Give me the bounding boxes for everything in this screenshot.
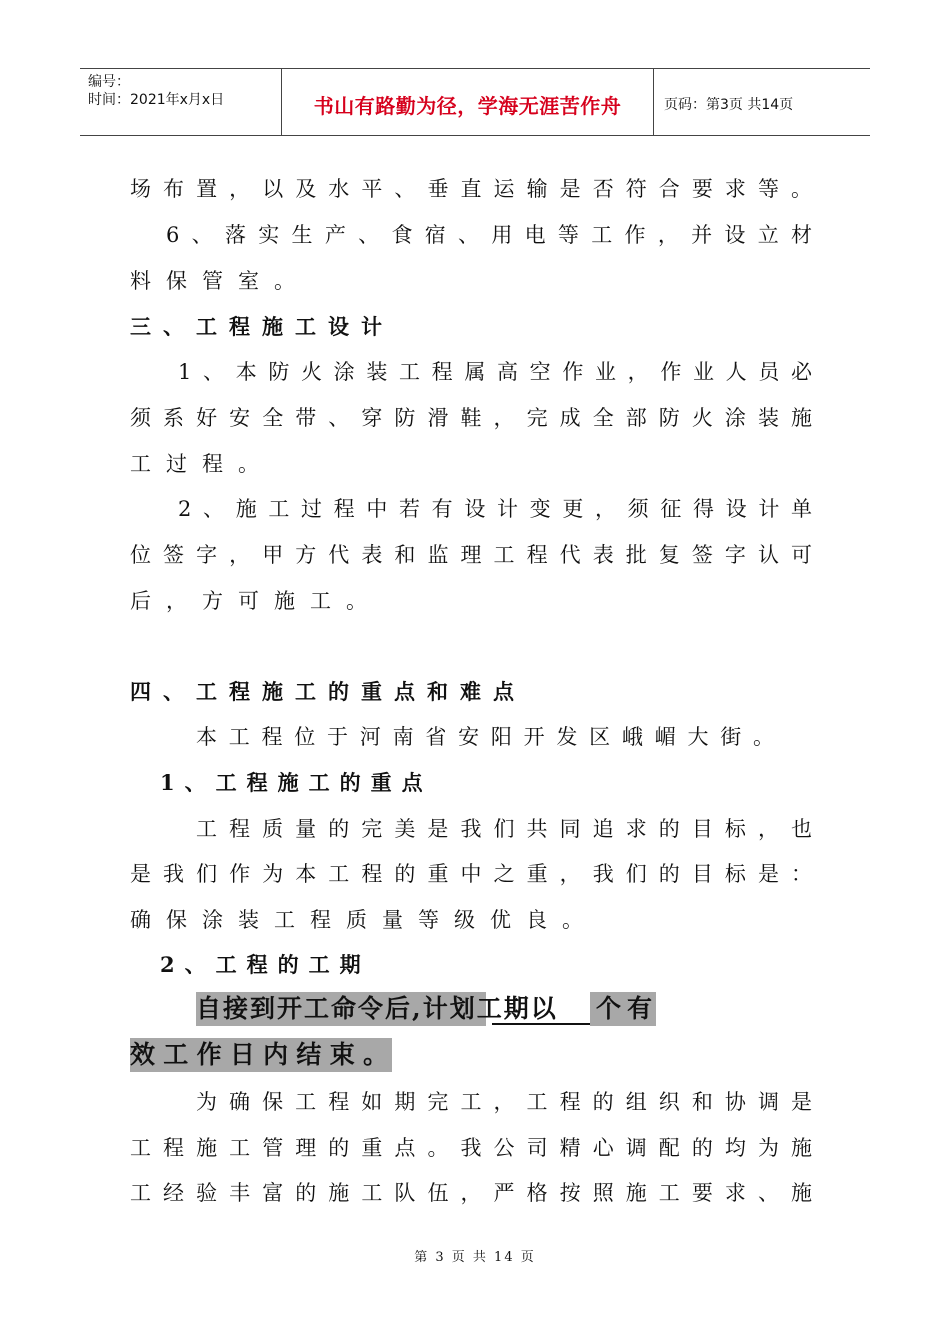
document-date: 时间：2021年x月x日 [88,92,225,108]
paragraph-line: 工过程。 [130,452,274,476]
paragraph-line: 本工程位于河南省安阳开发区峨嵋大街。 [196,725,774,749]
paragraph-line: 确保涂装工程质量等级优良。 [130,908,598,932]
paragraph-line: 1、本防火涂装工程属高空作业，作业人员必 [178,360,812,384]
paragraph-line: 为确保工程如期完工，工程的组织和协调是 [196,1090,812,1114]
paragraph-line: 位签字，甲方代表和监理工程代表批复签字认可 [130,543,812,567]
paragraph-line: 工程质量的完美是我们共同追求的目标，也 [196,817,812,841]
document-number-label: 编号： [88,74,130,90]
blank-fill-line [492,1001,590,1025]
paragraph-line: 料保管室。 [130,269,310,293]
page-header [80,68,870,136]
highlighted-schedule-line [196,992,659,1026]
paragraph-line: 是我们作为本工程的重中之重，我们的目标是： [130,862,812,886]
highlighted-text: 个有 [590,992,656,1026]
highlighted-schedule-line [130,1038,392,1072]
header-motto: 书山有路勤为径，学海无涯苦作舟 [282,69,654,135]
highlighted-text: 自接到开工命令后,计划工期以 [196,992,486,1026]
paragraph-line: 场布置，以及水平、垂直运输是否符合要求等。 [130,177,812,201]
paragraph-line: 工经验丰富的施工队伍，严格按照施工要求、施 [130,1181,812,1205]
paragraph-line: 2、施工过程中若有设计变更，须征得设计单 [178,497,812,521]
header-page-number: 页码：第3页 共14页 [664,97,794,113]
header-meta [80,69,282,135]
highlighted-text: 效工作日内结束。 [130,1038,392,1072]
subsection-heading: 2、工程的工期 [160,952,371,977]
paragraph-line: 6、落实生产、食宿、用电等工作，并设立材 [166,223,812,247]
subsection-heading: 1、工程施工的重点 [160,770,433,795]
section-heading-4: 四、工程施工的重点和难点 [130,679,526,704]
paragraph-line: 后，方可施工。 [130,589,382,613]
paragraph-line: 须系好安全带、穿防滑鞋，完成全部防火涂装施 [130,406,812,430]
paragraph-line: 工程施工管理的重点。我公司精心调配的均为施 [130,1136,812,1160]
page-footer: 第 3 页 共 14 页 [414,1250,536,1265]
section-heading-3: 三、工程施工设计 [130,314,394,339]
